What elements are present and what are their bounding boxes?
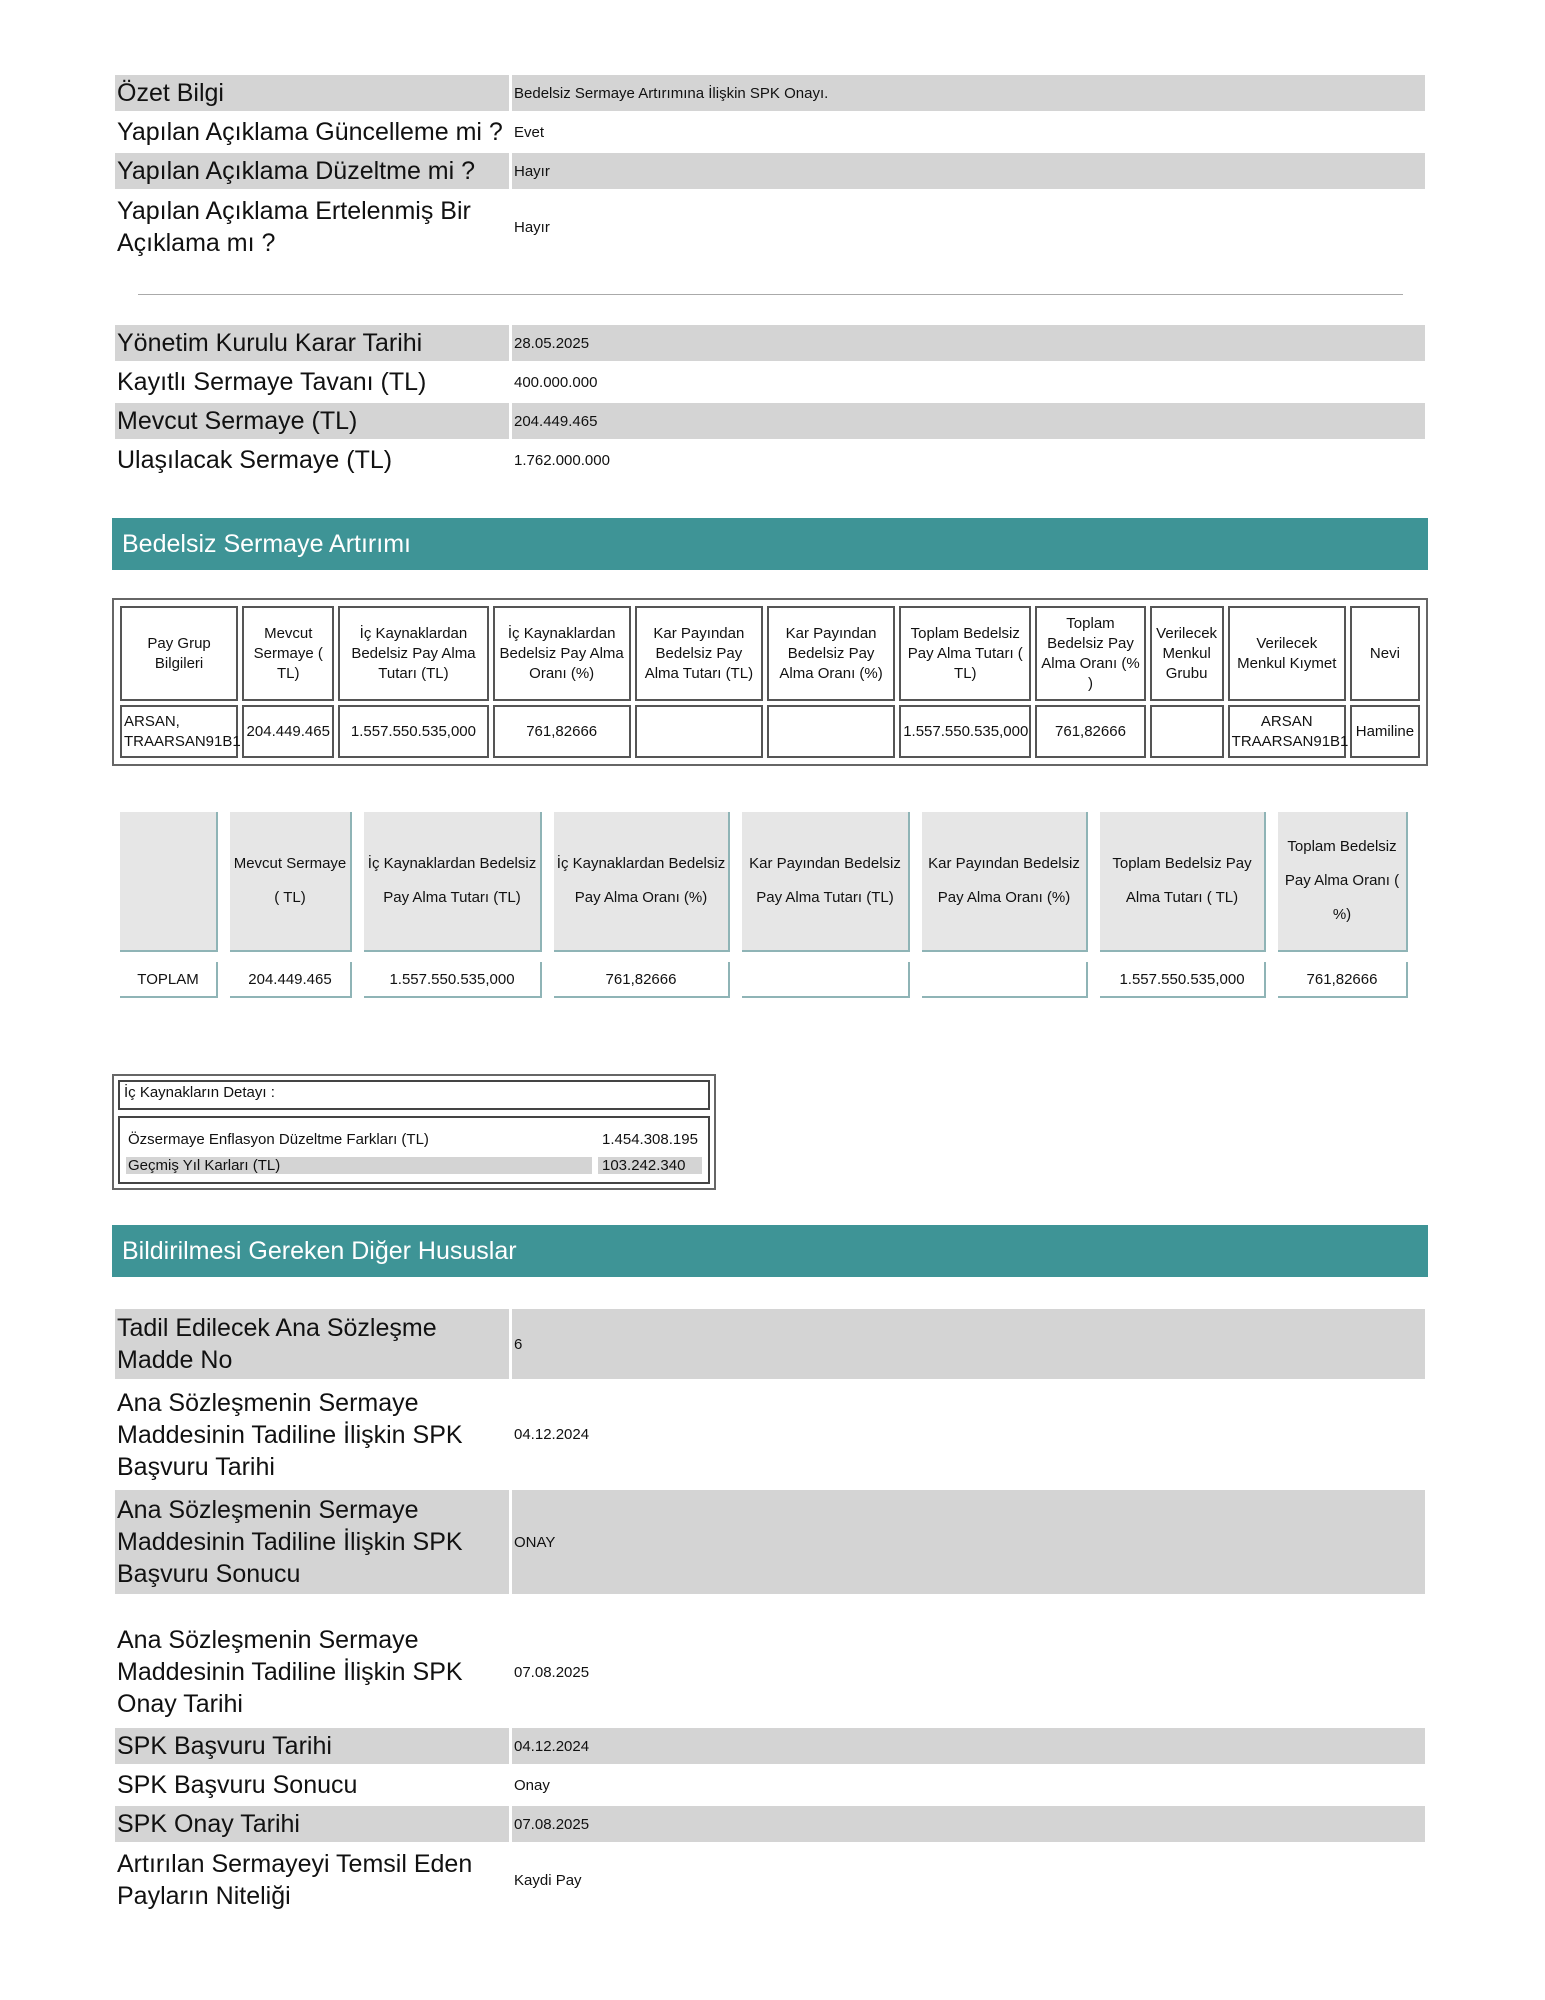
other-label: SPK Başvuru Tarihi (115, 1728, 509, 1764)
capital-label: Ulaşılacak Sermaye (TL) (117, 446, 393, 474)
column-header: Toplam Bedelsiz Pay Alma Tutarı ( TL) (1100, 812, 1266, 952)
section-header-bonus-issue: Bedelsiz Sermaye Artırımı (112, 518, 1428, 570)
column-header: Toplam Bedelsiz Pay Alma Oranı (% ) (1035, 606, 1145, 701)
table-cell: 1.557.550.535,000 (338, 705, 488, 758)
summary-label: Yapılan Açıklama Güncelleme mi ? (117, 118, 503, 146)
other-value: 04.12.2024 (512, 1728, 1425, 1764)
other-value: 04.12.2024 (514, 1426, 590, 1443)
table-cell: 761,82666 (554, 962, 730, 998)
table-cell (742, 962, 910, 998)
other-label: Artırılan Sermayeyi Temsil Eden Payların Niteliği (117, 1850, 473, 1910)
table-cell: ARSAN TRAARSAN91B1 (1228, 705, 1346, 758)
column-header: İç Kaynaklardan Bedelsiz Pay Alma Oranı (%) (493, 606, 631, 701)
other-label: SPK Onay Tarihi (115, 1806, 509, 1842)
summary-table (112, 72, 1428, 265)
column-header: Mevcut Sermaye ( TL) (242, 606, 334, 701)
table-cell: 761,82666 (1035, 705, 1145, 758)
other-label: SPK Başvuru Sonucu (117, 1771, 358, 1799)
capital-value: 1.762.000.000 (514, 451, 610, 469)
summary-value: Bedelsiz Sermaye Artırımına İlişkin SPK Onayı. (512, 75, 1425, 111)
capital-value: 204.449.465 (512, 403, 1425, 439)
other-value: Kaydi Pay (514, 1871, 582, 1889)
table-cell: 1.557.550.535,000 (364, 962, 542, 998)
capital-label: Yönetim Kurulu Karar Tarihi (115, 325, 509, 361)
table-row (120, 962, 1408, 998)
capital-table (112, 322, 1428, 481)
column-header: Kar Payından Bedelsiz Pay Alma Oranı (%) (922, 812, 1088, 952)
table-cell (767, 705, 895, 758)
column-header (120, 812, 218, 952)
capital-value: 28.05.2025 (512, 325, 1425, 361)
internal-sources-box (112, 1074, 716, 1190)
other-label: Ana Sözleşmenin Sermaye Maddesinin Tadiline İlişkin SPK Başvuru Sonucu (115, 1490, 509, 1594)
table-cell: ARSAN, TRAARSAN91B1 (120, 705, 238, 758)
list-item (126, 1126, 702, 1152)
divider (138, 294, 1403, 295)
table-row (120, 705, 1420, 758)
list-item (126, 1152, 702, 1178)
table-cell (1150, 705, 1224, 758)
source-label: Geçmiş Yıl Karları (TL) (126, 1157, 592, 1174)
capital-label: Kayıtlı Sermaye Tavanı (TL) (117, 368, 427, 396)
column-header: Kar Payından Bedelsiz Pay Alma Tutarı (TL) (635, 606, 763, 701)
table-cell: 761,82666 (493, 705, 631, 758)
column-header: İç Kaynaklardan Bedelsiz Pay Alma Tutarı (TL) (338, 606, 488, 701)
capital-label: Mevcut Sermaye (TL) (115, 403, 509, 439)
other-value: 6 (512, 1309, 1425, 1379)
internal-sources-body (118, 1116, 710, 1184)
column-header: Nevi (1350, 606, 1420, 701)
table-cell: 1.557.550.535,000 (1100, 962, 1266, 998)
other-table (112, 1306, 1428, 1918)
table-cell: 761,82666 (1278, 962, 1408, 998)
summary-value: Hayır (514, 218, 550, 236)
other-label: Tadil Edilecek Ana Sözleşme Madde No (115, 1309, 509, 1379)
pay-group-table-wrapper (112, 598, 1428, 766)
summary-label: Özet Bilgi (115, 75, 509, 111)
column-header: Toplam Bedelsiz Pay Alma Tutarı ( TL) (899, 606, 1031, 701)
other-value: 07.08.2025 (514, 1663, 590, 1681)
summary-section (112, 72, 1428, 265)
other-section (112, 1306, 1428, 1918)
capital-section (112, 322, 1428, 481)
source-value: 103.242.340 (598, 1157, 702, 1174)
totals-table (108, 802, 1420, 1008)
source-label: Özsermaye Enflasyon Düzeltme Farkları (TL) (128, 1130, 429, 1148)
column-header: Verilecek Menkul Grubu (1150, 606, 1224, 701)
other-value: 07.08.2025 (512, 1806, 1425, 1842)
table-header-row (120, 812, 1408, 952)
column-header: Kar Payından Bedelsiz Pay Alma Oranı (%) (767, 606, 895, 701)
summary-label: Yapılan Açıklama Ertelenmiş Bir Açıklama mı ? (117, 197, 471, 257)
summary-label: Yapılan Açıklama Düzeltme mi ? (115, 153, 509, 189)
column-header: Pay Grup Bilgileri (120, 606, 238, 701)
summary-value: Hayır (512, 153, 1425, 189)
table-cell: 1.557.550.535,000 (899, 705, 1031, 758)
other-label: Ana Sözleşmenin Sermaye Maddesinin Tadiline İlişkin SPK Başvuru Tarihi (117, 1388, 463, 1481)
table-cell: Hamiline (1350, 705, 1420, 758)
other-value: Onay (514, 1776, 550, 1794)
source-value: 1.454.308.195 (602, 1130, 698, 1148)
column-header: Kar Payından Bedelsiz Pay Alma Tutarı (TL) (742, 812, 910, 952)
table-cell: 204.449.465 (230, 962, 352, 998)
table-header-row (120, 606, 1420, 701)
column-header: Toplam Bedelsiz Pay Alma Oranı ( %) (1278, 812, 1408, 952)
column-header: Verilecek Menkul Kıymet (1228, 606, 1346, 701)
capital-value: 400.000.000 (514, 373, 598, 391)
pay-group-table (116, 602, 1424, 762)
table-cell: 204.449.465 (242, 705, 334, 758)
other-value: ONAY (512, 1490, 1425, 1594)
table-cell (635, 705, 763, 758)
internal-sources-title: İç Kaynakların Detayı : (118, 1080, 710, 1110)
summary-value: Evet (514, 123, 545, 141)
table-cell (922, 962, 1088, 998)
section-header-other-matters: Bildirilmesi Gereken Diğer Hususlar (112, 1225, 1428, 1277)
column-header: Mevcut Sermaye ( TL) (230, 812, 352, 952)
other-label: Ana Sözleşmenin Sermaye Maddesinin Tadiline İlişkin SPK Onay Tarihi (117, 1626, 463, 1718)
table-cell: TOPLAM (120, 962, 218, 998)
column-header: İç Kaynaklardan Bedelsiz Pay Alma Oranı (%) (554, 812, 730, 952)
column-header: İç Kaynaklardan Bedelsiz Pay Alma Tutarı (TL) (364, 812, 542, 952)
